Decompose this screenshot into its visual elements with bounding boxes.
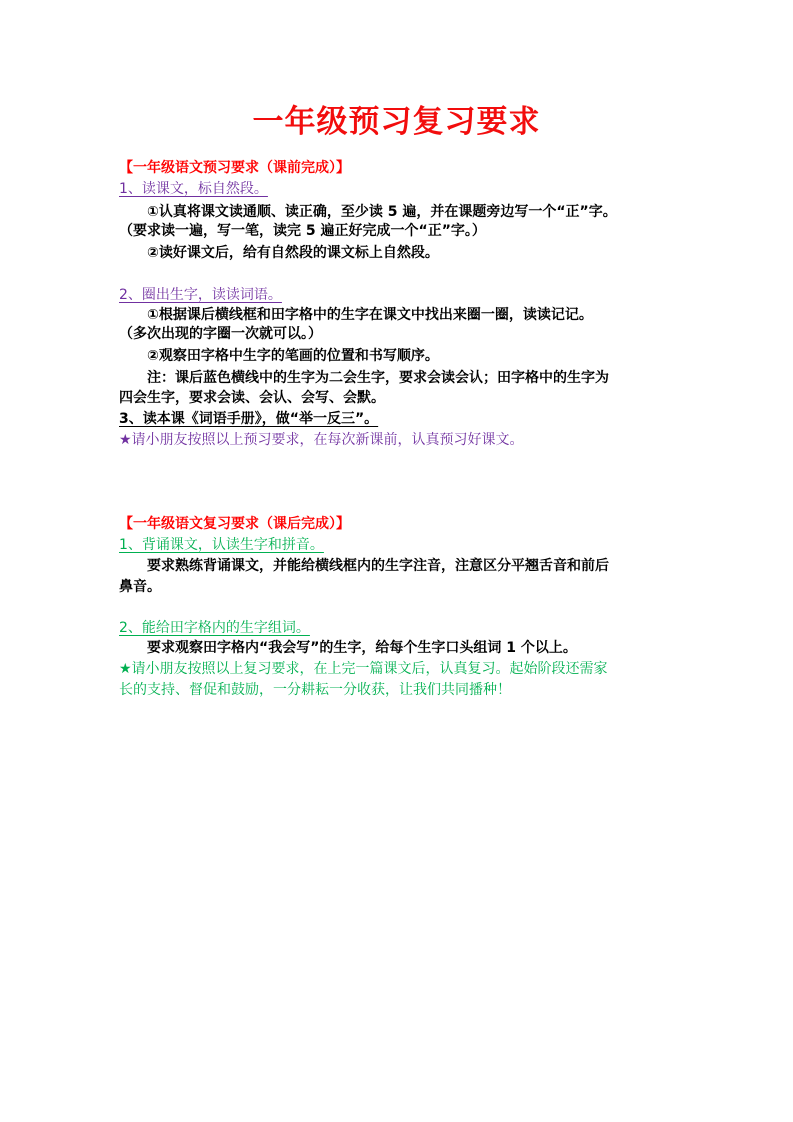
preview-footer: ★请小朋友按照以上预习要求，在每次新课前，认真预习好课文。	[119, 432, 524, 448]
preview-item2-title: 2、圈出生字，读读词语。	[119, 287, 282, 303]
preview-item3-title: 3、读本课《词语手册》，做“举一反三”。	[119, 411, 379, 427]
review-heading: 【一年级语文复习要求（课后完成）】	[119, 516, 350, 532]
preview-item2-note-cont: 四会生字，要求会读、会认、会写、会默。	[119, 390, 385, 406]
review-item1-point1: 要求熟练背诵课文，并能给横线框内的生字注音，注意区分平翘舌音和前后	[147, 558, 609, 574]
review-footer: ★请小朋友按照以上复习要求，在上完一篇课文后，认真复习。起始阶段还需家	[119, 661, 608, 677]
preview-item1-title: 1、读课文，标自然段。	[119, 181, 268, 197]
preview-item2-note: 注：课后蓝色横线中的生字为二会生字，要求会读会认；田字格中的生字为	[147, 370, 609, 386]
review-footer-cont: 长的支持、督促和鼓励，一分耕耘一分收获，让我们共同播种！	[119, 682, 511, 698]
preview-item1-point1: ①认真将课文读通顺、读正确，至少读 5 遍，并在课题旁边写一个“正”字。	[147, 204, 617, 220]
preview-item1-point2: ②读好课文后，给有自然段的课文标上自然段。	[147, 245, 439, 261]
preview-item2-point1: ①根据课后横线框和田字格中的生字在课文中找出来圈一圈，读读记记。	[147, 307, 593, 323]
preview-heading: 【一年级语文预习要求（课前完成）】	[119, 160, 350, 176]
review-item1-point1-cont: 鼻音。	[119, 579, 161, 595]
review-item2-point1: 要求观察田字格内“我会写”的生字，给每个生字口头组词 1 个以上。	[147, 640, 577, 656]
review-item2-title: 2、能给田字格内的生字组词。	[119, 620, 310, 636]
preview-item2-point1-cont: （多次出现的字圈一次就可以。）	[119, 326, 322, 342]
page-title: 一年级预习复习要求	[252, 104, 541, 140]
review-item1-title: 1、背诵课文，认读生字和拼音。	[119, 537, 324, 553]
preview-item2-point2: ②观察田字格中生字的笔画的位置和书写顺序。	[147, 348, 439, 364]
preview-item1-point1-cont: （要求读一遍，写一笔，读完 5 遍正好完成一个“正”字。）	[119, 223, 486, 239]
